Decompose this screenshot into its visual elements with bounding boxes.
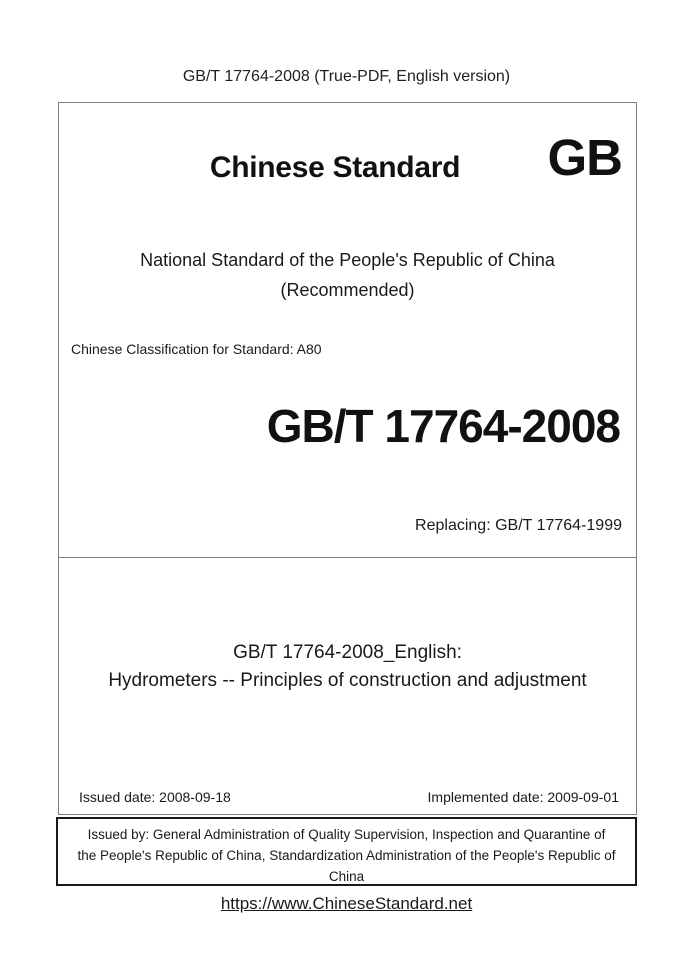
standard-number: GB/T 17764-2008 [266, 400, 620, 452]
dates-row [59, 787, 636, 807]
replacing-line: Replacing: GB/T 17764-1999 [415, 517, 622, 534]
issuer-line: China [328, 869, 365, 884]
brand-title: Chinese Standard [209, 151, 461, 184]
issuer-line: the People's Republic of China, Standardization Administration of the People's Republic of [77, 848, 616, 863]
document-header: GB/T 17764-2008 (True-PDF, English version) [182, 68, 511, 85]
english-title-line1: GB/T 17764-2008_English: [233, 642, 462, 663]
footer [0, 893, 693, 915]
website-link[interactable]: https://www.ChineseStandard.net [220, 894, 473, 913]
issuer-line: Issued by: General Administration of Quality Supervision, Inspection and Quarantine of [87, 827, 606, 842]
english-title-line2: Hydrometers -- Principles of construction and adjustment [108, 670, 587, 691]
implemented-date: Implemented date: 2009-09-01 [427, 789, 619, 805]
issuer-box [56, 817, 637, 886]
recommended-line: (Recommended) [280, 280, 415, 300]
classification-line: Chinese Classification for Standard: A80 [71, 341, 322, 357]
cover-box [58, 102, 637, 815]
issued-date: Issued date: 2008-09-18 [79, 789, 231, 805]
section-divider [59, 557, 636, 558]
gb-logo: GB [547, 129, 622, 186]
english-title-block [59, 639, 636, 695]
national-standard-line: National Standard of the People's Republic of China [140, 250, 555, 270]
